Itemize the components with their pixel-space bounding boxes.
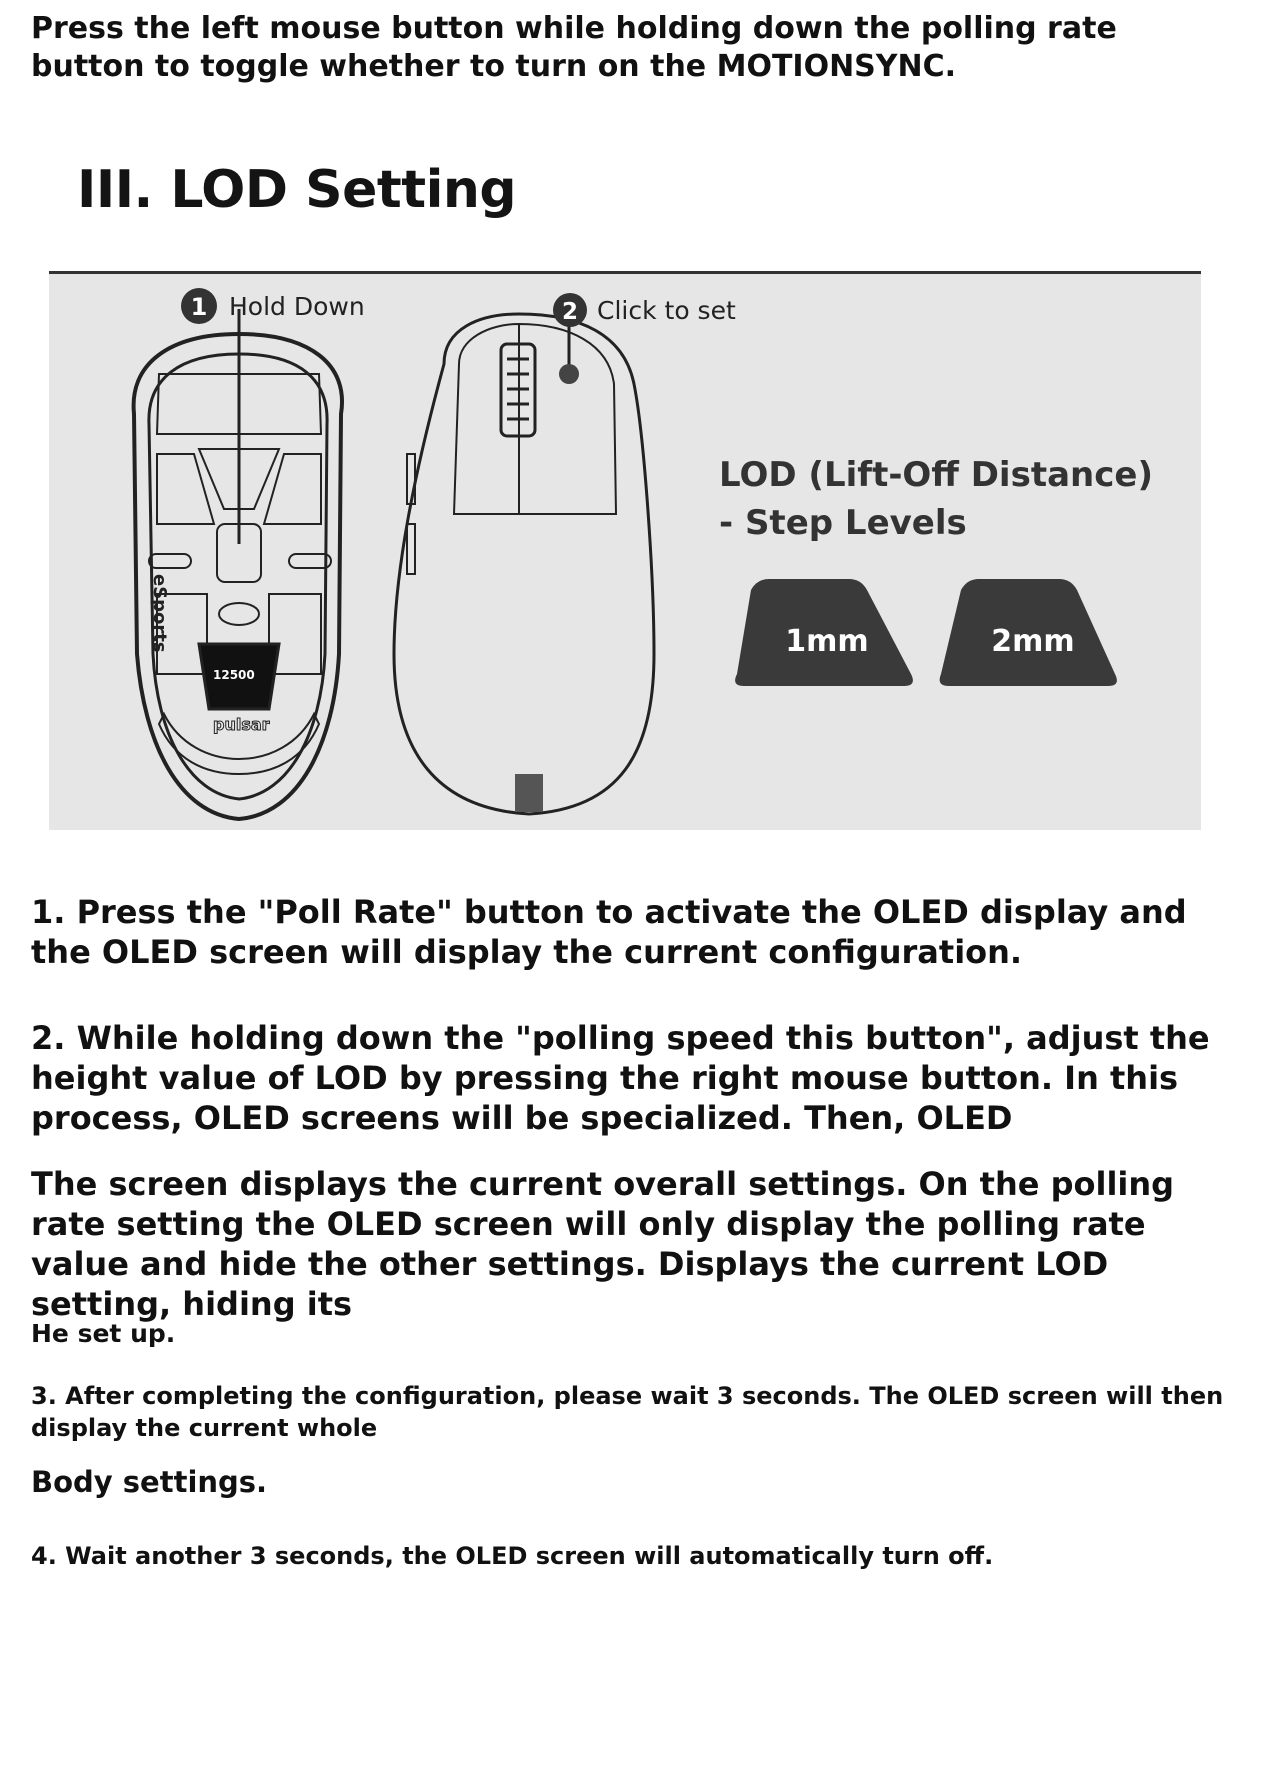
lod-title-line1: LOD (Lift-Off Distance) [719, 455, 1153, 495]
step-2-text: 2. While holding down the "polling speed this button", adjust the height value of LOD by pressing the right mouse button. In this process, OLED screens will be specialized. Then, OLED [31, 1019, 1210, 1137]
mouse-oled-reading: 12500 [213, 668, 255, 682]
lod-level-1-label: 1mm [785, 624, 869, 659]
step1-number: 1 [190, 293, 208, 321]
step-1-text: 1. Press the "Poll Rate" button to activate the OLED display and the OLED screen will display the current configuration. [31, 893, 1187, 971]
lod-figure-svg [49, 274, 1201, 830]
step2-label: Click to set [597, 296, 736, 325]
step-3-text: 3. After completing the configuration, please wait 3 seconds. The OLED screen will then display the current whole [31, 1382, 1224, 1442]
step1-label: Hold Down [229, 292, 365, 321]
step-2-end-text: He set up. [31, 1319, 176, 1348]
lod-figure [49, 274, 1201, 830]
step-3-end-text: Body settings. [31, 1465, 268, 1499]
mouse-side-text: eSports [149, 574, 170, 653]
lod-level-2-label: 2mm [991, 624, 1075, 659]
step2-number: 2 [561, 299, 579, 325]
intro-paragraph: Press the left mouse button while holding down the polling rate button to toggle whether to turn on the MOTIONSYNC. [31, 11, 1117, 84]
mouse-bottom-view-illustration [134, 309, 342, 819]
section-title: III. LOD Setting [77, 160, 517, 220]
mouse-brand: pulsar [213, 715, 270, 734]
right-button-target [559, 364, 579, 384]
step-4-text: 4. Wait another 3 seconds, the OLED screen will automatically turn off. [31, 1542, 994, 1570]
mouse-top-view-illustration [394, 314, 654, 814]
step-2-continued-text: The screen displays the current overall settings. On the polling rate setting the OLED screen will only display the polling rate value and hide the other settings. Displays the current LOD setting, hiding its [31, 1165, 1175, 1323]
lod-title-line2: - Step Levels [719, 503, 967, 543]
